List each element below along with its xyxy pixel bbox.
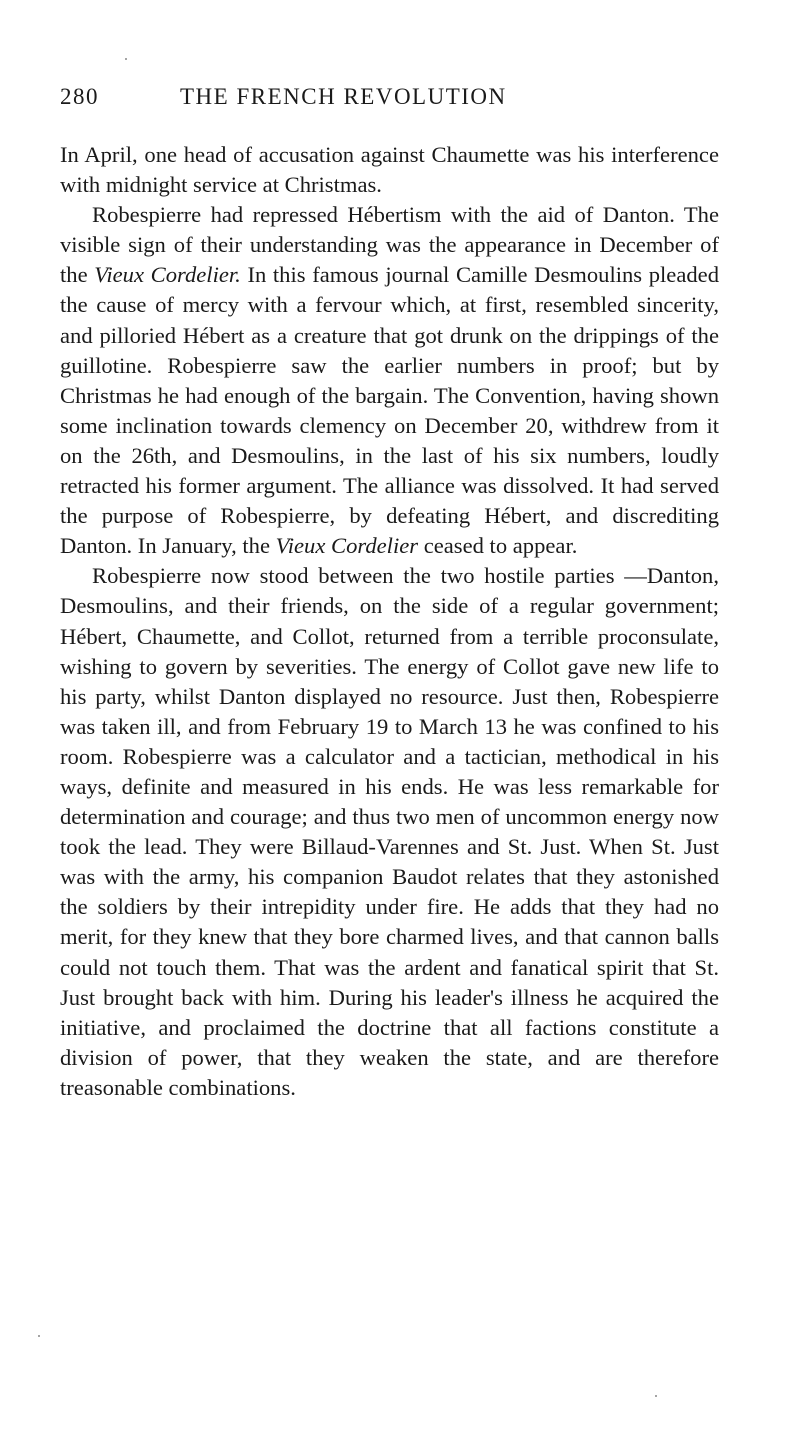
journal-title-italic: Vieux Cordelier (275, 533, 419, 559)
paragraph-text: Robespierre had repressed Hébertism with the aid of Danton. The visible sign of their understanding was the appearance in December of the (60, 202, 719, 288)
paragraph-text: In April, one head of accusation against Chaumette was his interference with midnight service at Christmas. (60, 142, 719, 198)
body-text (60, 140, 719, 1103)
paragraph-text: In this famous journal Camille Desmoulins pleaded the cause of mercy with a fervour which, at first, resembled sincerity, and pilloried Hébert as a creature that got drunk on the drippings of the guillotine. Robespierre saw the earlier numbers in proof; but by Christmas he had enough of the bargain. The Convention, having shown some inclination towards clemency on December 20, withdrew from it on the 26th, and Desmoulins, in the last of his six numbers, loudly retracted his former argument. The alliance was dissolved. It had served the purpose of Robespierre, by defeating Hébert, and discrediting Danton. In January, the (60, 262, 719, 559)
paragraph (60, 200, 719, 561)
paragraph-text: ceased to appear. (418, 533, 578, 559)
paragraph (60, 561, 719, 1103)
paper-speck (38, 1335, 40, 1337)
journal-title-italic: Vieux Cordelier. (94, 262, 241, 288)
paper-speck (125, 58, 127, 60)
running-header (60, 84, 720, 120)
paper-speck (655, 1395, 657, 1397)
paragraph (60, 140, 719, 200)
running-title: THE FRENCH REVOLUTION (180, 84, 507, 109)
paragraph-text: Robespierre now stood between the two hostile parties —Danton, Desmoulins, and their friends, on the side of a regular government; Hébert, Chaumette, and Collot, returned from a terrible proconsulate, wishing to govern by severities. The energy of Collot gave new life to his party, whilst Danton displayed no resource. Just then, Robespierre was taken ill, and from February 19 to March 13 he was confined to his room. Robespierre was a calculator and a tactician, methodical in his ways, definite and measured in his ends. He was less remarkable for determination and courage; and thus two men of uncommon energy now took the lead. They were Billaud-Varennes and St. Just. When St. Just was with the army, his companion Baudot relates that they astonished the soldiers by their intrepidity under fire. He adds that they had no merit, for they knew that they bore charmed lives, and that cannon balls could not touch them. That was the ardent and fanatical spirit that St. Just brought back with him. During his leader's illness he acquired the initiative, and proclaimed the doctrine that all factions constitute a division of power, that they weaken the state, and are therefore treasonable combinations. (60, 563, 719, 1100)
page-number: 280 (60, 84, 99, 109)
